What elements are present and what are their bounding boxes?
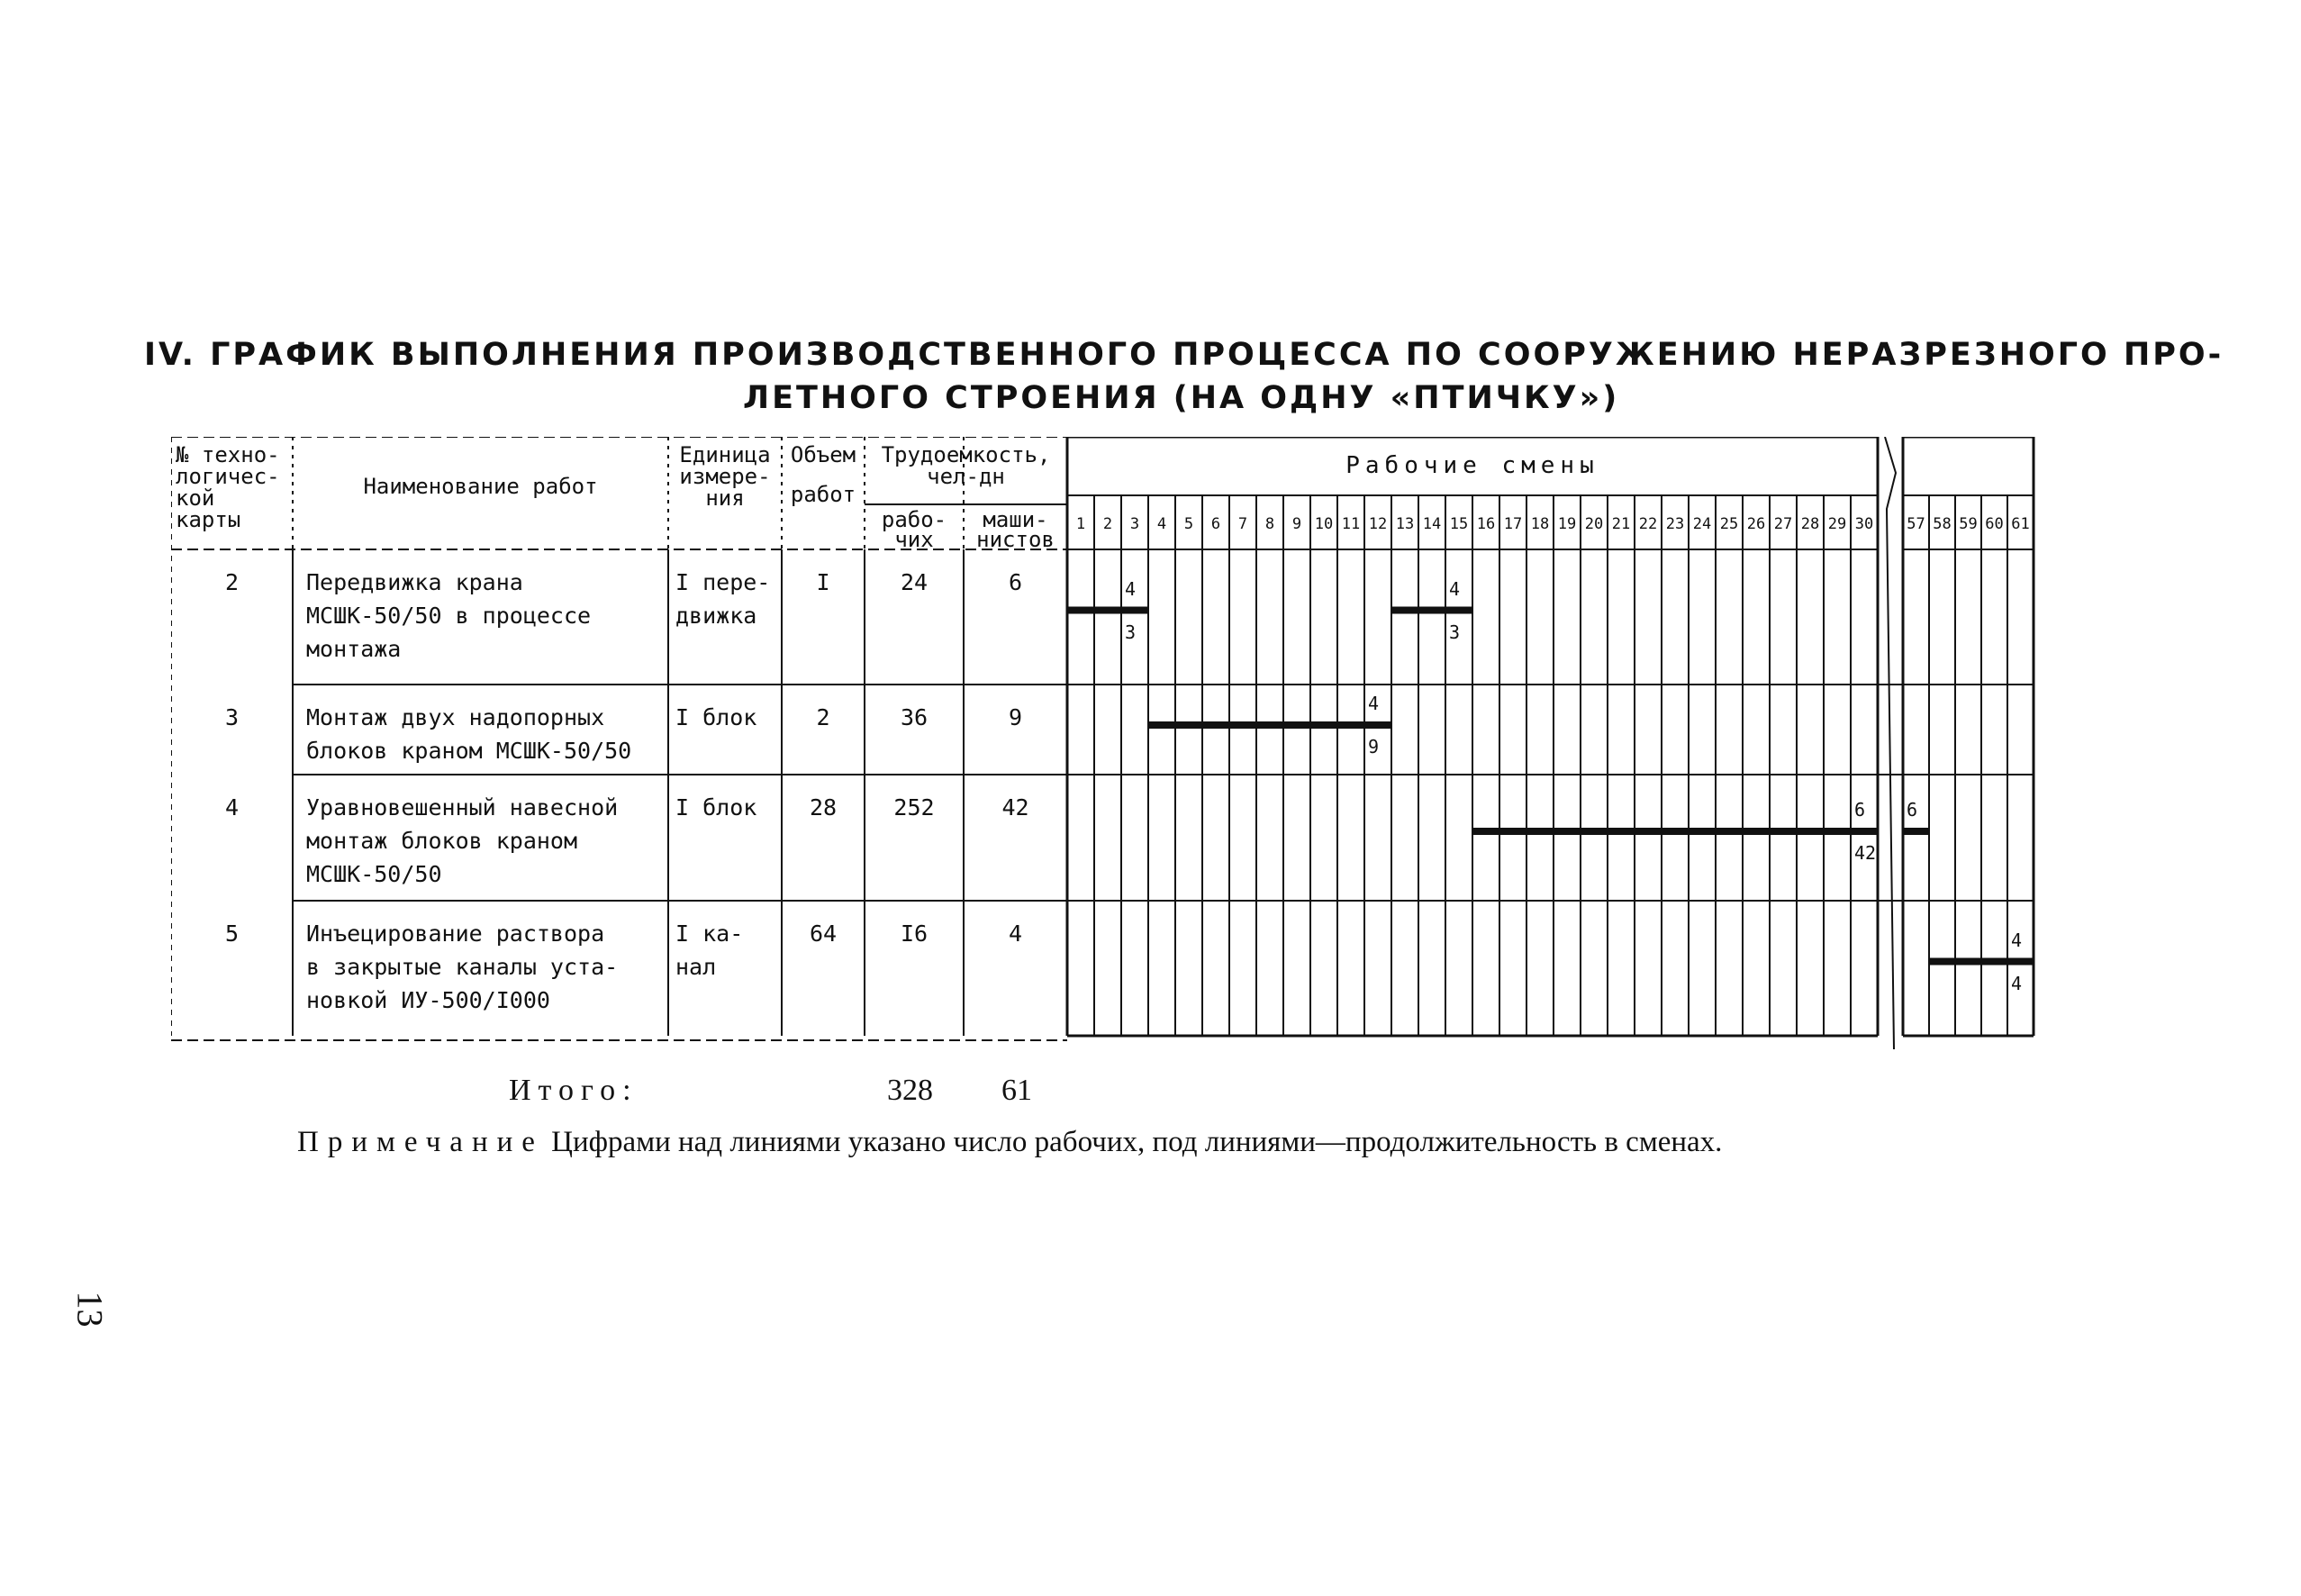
shift-number: 8 bbox=[1264, 515, 1275, 533]
totals-machinists: 61 bbox=[1001, 1074, 1032, 1107]
header-unit: ния bbox=[705, 485, 745, 511]
row-workers: 36 bbox=[900, 704, 929, 730]
row-work-name: новкой ИУ-500/I000 bbox=[306, 987, 550, 1013]
row-work-name: Уравновешенный навесной bbox=[306, 794, 619, 821]
row-machinists: 6 bbox=[1008, 569, 1023, 595]
row-work-name: монтаж блоков краном bbox=[306, 828, 578, 854]
page-number: 13 bbox=[69, 1291, 111, 1328]
shift-number: 10 bbox=[1314, 515, 1334, 533]
header-work-name: Наименование работ bbox=[363, 474, 598, 499]
shift-number: 60 bbox=[1985, 515, 2004, 533]
row-machinists: 4 bbox=[1008, 920, 1023, 947]
bar-duration-label: 9 bbox=[1368, 736, 1380, 757]
footnote-label: Примечание bbox=[297, 1126, 544, 1158]
row-unit: I блок bbox=[675, 794, 757, 821]
page-title bbox=[144, 333, 2224, 420]
header-labor: Трудоемкость, bbox=[881, 442, 1051, 467]
header-volume: работ bbox=[790, 482, 856, 507]
row-work-name: Монтаж двух надопорных bbox=[306, 704, 605, 730]
totals-workers: 328 bbox=[887, 1074, 933, 1107]
gantt-bar bbox=[1391, 607, 1472, 614]
shift-number: 25 bbox=[1719, 515, 1739, 533]
shift-number: 29 bbox=[1827, 515, 1847, 533]
header-volume: Объем bbox=[790, 442, 856, 467]
shift-number: 18 bbox=[1530, 515, 1550, 533]
gantt-bar bbox=[1903, 828, 1929, 835]
header-machinists: нистов bbox=[976, 527, 1055, 552]
shift-number: 7 bbox=[1237, 515, 1248, 533]
shift-number: 4 bbox=[1156, 515, 1167, 533]
bar-workers-label: 4 bbox=[2011, 929, 2023, 951]
bar-workers-label: 6 bbox=[1854, 799, 1866, 821]
shift-number: 24 bbox=[1692, 515, 1712, 533]
header-unit: Единица bbox=[679, 442, 771, 467]
shift-number: 17 bbox=[1503, 515, 1523, 533]
row-card-no: 2 bbox=[224, 569, 240, 595]
footnote bbox=[297, 1126, 1722, 1159]
gantt-bar bbox=[1067, 607, 1148, 614]
row-workers: 24 bbox=[900, 569, 929, 595]
shift-number: 58 bbox=[1933, 515, 1952, 533]
totals-label: Итого: bbox=[509, 1074, 639, 1107]
row-card-no: 4 bbox=[224, 794, 240, 821]
row-work-name: Передвижка крана bbox=[306, 569, 523, 595]
row-card-no: 3 bbox=[224, 704, 240, 730]
row-work-name: МСШК-50/50 в процессе bbox=[306, 603, 592, 629]
row-unit: I пере- bbox=[675, 569, 771, 595]
header-labor: чел-дн bbox=[927, 464, 1005, 489]
shift-number: 6 bbox=[1210, 515, 1221, 533]
shift-number: 59 bbox=[1959, 515, 1978, 533]
bar-workers-label: 4 bbox=[1368, 693, 1380, 714]
shift-number: 57 bbox=[1907, 515, 1925, 533]
shift-number: 5 bbox=[1183, 515, 1194, 533]
shift-number: 3 bbox=[1129, 515, 1140, 533]
header-machinists: маши- bbox=[983, 507, 1048, 532]
row-card-no: 5 bbox=[224, 920, 240, 947]
bar-duration-label: 42 bbox=[1854, 842, 1877, 864]
row-work-name: Инъецирование раствора bbox=[306, 920, 605, 947]
shift-number: 11 bbox=[1341, 515, 1361, 533]
title-line-1: IV. ГРАФИК ВЫПОЛНЕНИЯ ПРОИЗВОДСТВЕННОГО ПРОЦЕССА ПО СООРУЖЕНИЮ НЕРАЗРЕЗНОГО ПРО- bbox=[144, 337, 2224, 373]
bar-duration-label: 3 bbox=[1449, 621, 1461, 643]
shift-number: 27 bbox=[1773, 515, 1793, 533]
header-shifts: Рабочие смены bbox=[1345, 452, 1599, 479]
bar-workers-label: 4 bbox=[1125, 577, 1137, 600]
shift-number: 23 bbox=[1665, 515, 1685, 533]
shift-number: 15 bbox=[1449, 515, 1469, 533]
gantt-bar bbox=[1148, 721, 1391, 729]
row-work-name: монтажа bbox=[306, 636, 402, 662]
shift-number: 14 bbox=[1422, 515, 1442, 533]
row-work-name: в закрытые каналы уста- bbox=[306, 954, 619, 980]
shift-number: 19 bbox=[1557, 515, 1577, 533]
shift-number: 26 bbox=[1746, 515, 1766, 533]
title-line-2: ЛЕТНОГО СТРОЕНИЯ (НА ОДНУ «ПТИЧКУ») bbox=[743, 380, 1620, 416]
grid-break-mark bbox=[1885, 437, 1896, 1049]
row-volume: I bbox=[816, 569, 830, 595]
shift-number: 1 bbox=[1075, 515, 1086, 533]
row-workers: 252 bbox=[893, 794, 935, 821]
header-card-no: № техно- bbox=[176, 442, 280, 467]
row-unit: нал bbox=[675, 954, 717, 980]
shift-number: 20 bbox=[1584, 515, 1604, 533]
row-volume: 64 bbox=[809, 920, 838, 947]
row-work-name: блоков краном МСШК-50/50 bbox=[306, 738, 632, 764]
row-machinists: 9 bbox=[1008, 704, 1023, 730]
bar-workers-label: 4 bbox=[1449, 577, 1461, 600]
shift-number: 61 bbox=[2011, 515, 2030, 533]
shift-number: 21 bbox=[1611, 515, 1631, 533]
shift-number: 22 bbox=[1638, 515, 1658, 533]
shift-number: 28 bbox=[1800, 515, 1820, 533]
bar-duration-label: 4 bbox=[2011, 972, 2023, 994]
row-unit: движка bbox=[675, 603, 757, 629]
header-unit: измере- bbox=[679, 464, 771, 489]
shift-number: 16 bbox=[1476, 515, 1496, 533]
gantt-bar bbox=[1472, 828, 1878, 835]
header-workers: чих bbox=[894, 527, 934, 552]
header-card-no: кой bbox=[176, 485, 215, 511]
shift-number: 12 bbox=[1368, 515, 1388, 533]
row-workers: I6 bbox=[900, 920, 929, 947]
header-workers: рабо- bbox=[881, 507, 947, 532]
row-volume: 2 bbox=[816, 704, 830, 730]
schedule-table bbox=[171, 437, 2044, 1049]
header-card-no: логичес- bbox=[176, 464, 280, 489]
shift-number: 2 bbox=[1102, 515, 1113, 533]
shift-number: 13 bbox=[1395, 515, 1415, 533]
bar-workers-label: 6 bbox=[1907, 799, 1918, 821]
row-unit: I блок bbox=[675, 704, 757, 730]
shift-number: 30 bbox=[1854, 515, 1874, 533]
footnote-text: Цифрами над линиями указано число рабочих, под линиями—продолжительность в сменах. bbox=[551, 1126, 1723, 1158]
shift-number: 9 bbox=[1291, 515, 1302, 533]
row-unit: I ка- bbox=[675, 920, 744, 947]
row-machinists: 42 bbox=[1001, 794, 1029, 821]
bar-duration-label: 3 bbox=[1125, 621, 1137, 643]
gantt-bar bbox=[1929, 958, 2034, 966]
header-card-no: карты bbox=[176, 507, 241, 532]
row-work-name: МСШК-50/50 bbox=[306, 861, 442, 887]
row-volume: 28 bbox=[809, 794, 838, 821]
